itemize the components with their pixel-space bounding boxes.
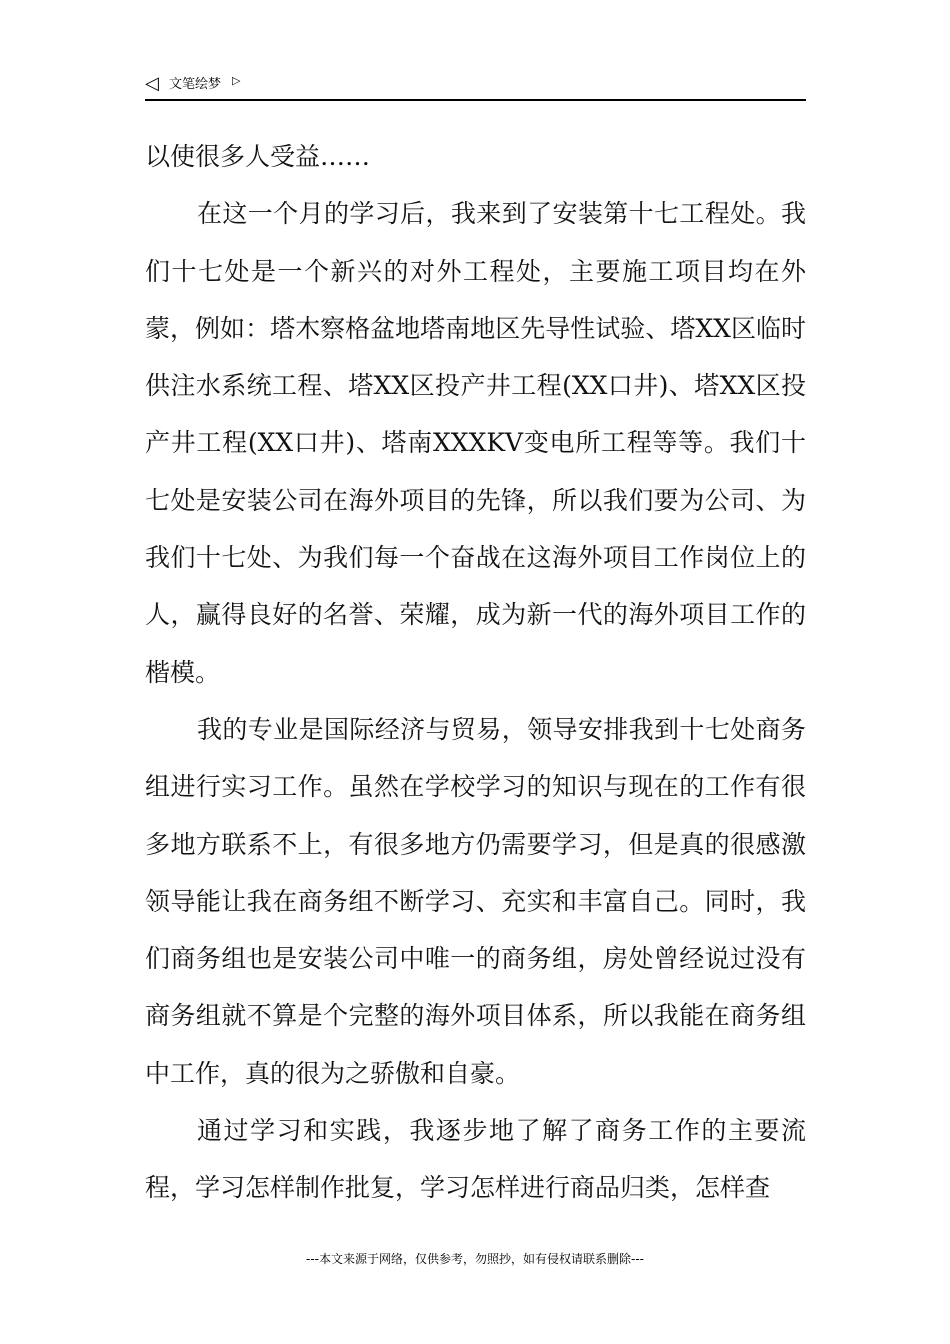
- document-body: [145, 128, 806, 1217]
- paragraph-3: 我的专业是国际经济与贸易，领导安排我到十七处商务组进行实习工作。虽然在学校学习的知识与现在的工作有很多地方联系不上，有很多地方仍需要学习，但是真的很感激领导能让我在商务组不断学习、充实和丰富自己。同时，我们商务组也是安装公司中唯一的商务组，房处曾经说过没有商务组就不算是个完整的海外项目体系，所以我能在商务组中工作，真的很为之骄傲和自豪。: [145, 714, 806, 1088]
- paragraph-2: 在这一个月的学习后，我来到了安装第十七工程处。我们十七处是一个新兴的对外工程处，主要施工项目均在外蒙，例如：塔木察格盆地塔南地区先导性试验、塔XX区临时供注水系统工程、塔XX区投产井工程(XX口井)、塔XX区投产井工程(XX口井)、塔南XXXKV变电所工程等等。我们十七处是安装公司在海外项目的先锋，所以我们要为公司、为我们十七处、为我们每一个奋战在这海外项目工作岗位上的人，赢得良好的名誉、荣耀，成为新一代的海外项目工作的楷模。: [145, 199, 806, 687]
- header-title: 文笔绘梦: [169, 77, 222, 92]
- paragraph-4: 通过学习和实践，我逐步地了解了商务工作的主要流程，学习怎样制作批复，学习怎样进行商品归类，怎样查: [145, 1116, 806, 1203]
- page-header: [145, 72, 806, 101]
- paragraph-1: 以使很多人受益……: [145, 142, 371, 171]
- triangle-left-icon: ◁: [145, 73, 159, 94]
- footer-disclaimer: ---本文来源于网络，仅供参考，勿照抄，如有侵权请联系删除---: [306, 1252, 644, 1266]
- triangle-right-icon: ▷: [232, 74, 241, 87]
